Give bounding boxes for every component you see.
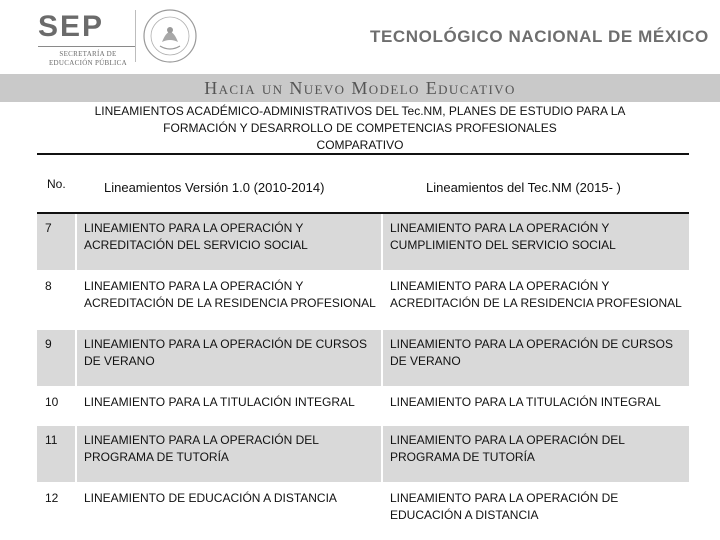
sep-logo-rule (38, 46, 136, 47)
sep-logo-word: SEP (38, 10, 105, 43)
column-header-version-1: Lineamientos Versión 1.0 (2010-2014) (104, 180, 325, 195)
institution-name: TECNOLÓGICO NACIONAL DE MÉXICO (370, 27, 709, 46)
table-row (37, 388, 689, 424)
slogan-text: Hacia un Nuevo Modelo Educativo (204, 78, 516, 98)
tecnm-guideline: LINEAMIENTO PARA LA OPERACIÓN DE EDUCACIÓN A DISTANCIA (390, 491, 619, 522)
tecnm-guideline: LINEAMIENTO PARA LA OPERACIÓN DE CURSOS DE VERANO (383, 330, 689, 386)
document-title-line-3: COMPARATIVO (316, 138, 404, 152)
column-header-no: No. (47, 177, 66, 191)
row-number: 11 (37, 426, 75, 482)
logo-divider (135, 10, 136, 62)
column-header-tecnm: Lineamientos del Tec.NM (2015- ) (426, 180, 621, 195)
tecnm-guideline: LINEAMIENTO PARA LA TITULACIÓN INTEGRAL (390, 395, 661, 409)
table-row (37, 272, 689, 328)
table-row (37, 330, 689, 386)
national-seal-icon (142, 8, 198, 64)
table-row (37, 426, 689, 482)
document-title-line-2: FORMACIÓN Y DESARROLLO DE COMPETENCIAS PROFESIONALES (163, 121, 557, 135)
row-number: 9 (37, 330, 75, 386)
version-1-guideline: LINEAMIENTO PARA LA OPERACIÓN DEL PROGRAMA DE TUTORÍA (77, 426, 381, 482)
version-1-guideline: LINEAMIENTO PARA LA OPERACIÓN Y ACREDITACIÓN DEL SERVICIO SOCIAL (77, 214, 381, 270)
row-number: 10 (45, 395, 59, 409)
tecnm-guideline: LINEAMIENTO PARA LA OPERACIÓN DEL PROGRAMA DE TUTORÍA (383, 426, 689, 482)
row-number: 8 (45, 279, 52, 293)
version-1-guideline: LINEAMIENTO PARA LA OPERACIÓN Y ACREDITACIÓN DE LA RESIDENCIA PROFESIONAL (84, 279, 376, 310)
version-1-guideline: LINEAMIENTO PARA LA TITULACIÓN INTEGRAL (84, 395, 355, 409)
row-number: 7 (37, 214, 75, 270)
table-row (37, 214, 689, 270)
title-divider (37, 153, 689, 155)
row-number: 12 (45, 491, 59, 505)
version-1-guideline: LINEAMIENTO DE EDUCACIÓN A DISTANCIA (84, 491, 337, 505)
page-header (0, 0, 720, 74)
sep-logo-subtitle-2: EDUCACIÓN PÚBLICA (48, 59, 128, 67)
tecnm-guideline: LINEAMIENTO PARA LA OPERACIÓN Y CUMPLIMIENTO DEL SERVICIO SOCIAL (383, 214, 689, 270)
sep-logo-subtitle-1: SECRETARÍA DE (59, 50, 117, 58)
tecnm-guideline: LINEAMIENTO PARA LA OPERACIÓN Y ACREDITACIÓN DE LA RESIDENCIA PROFESIONAL (390, 279, 682, 310)
sep-logo (18, 10, 128, 68)
table-row (37, 484, 689, 536)
version-1-guideline: LINEAMIENTO PARA LA OPERACIÓN DE CURSOS DE VERANO (77, 330, 381, 386)
document-title-line-1: LINEAMIENTOS ACADÉMICO-ADMINISTRATIVOS DEL Tec.NM, PLANES DE ESTUDIO PARA LA (94, 104, 626, 118)
